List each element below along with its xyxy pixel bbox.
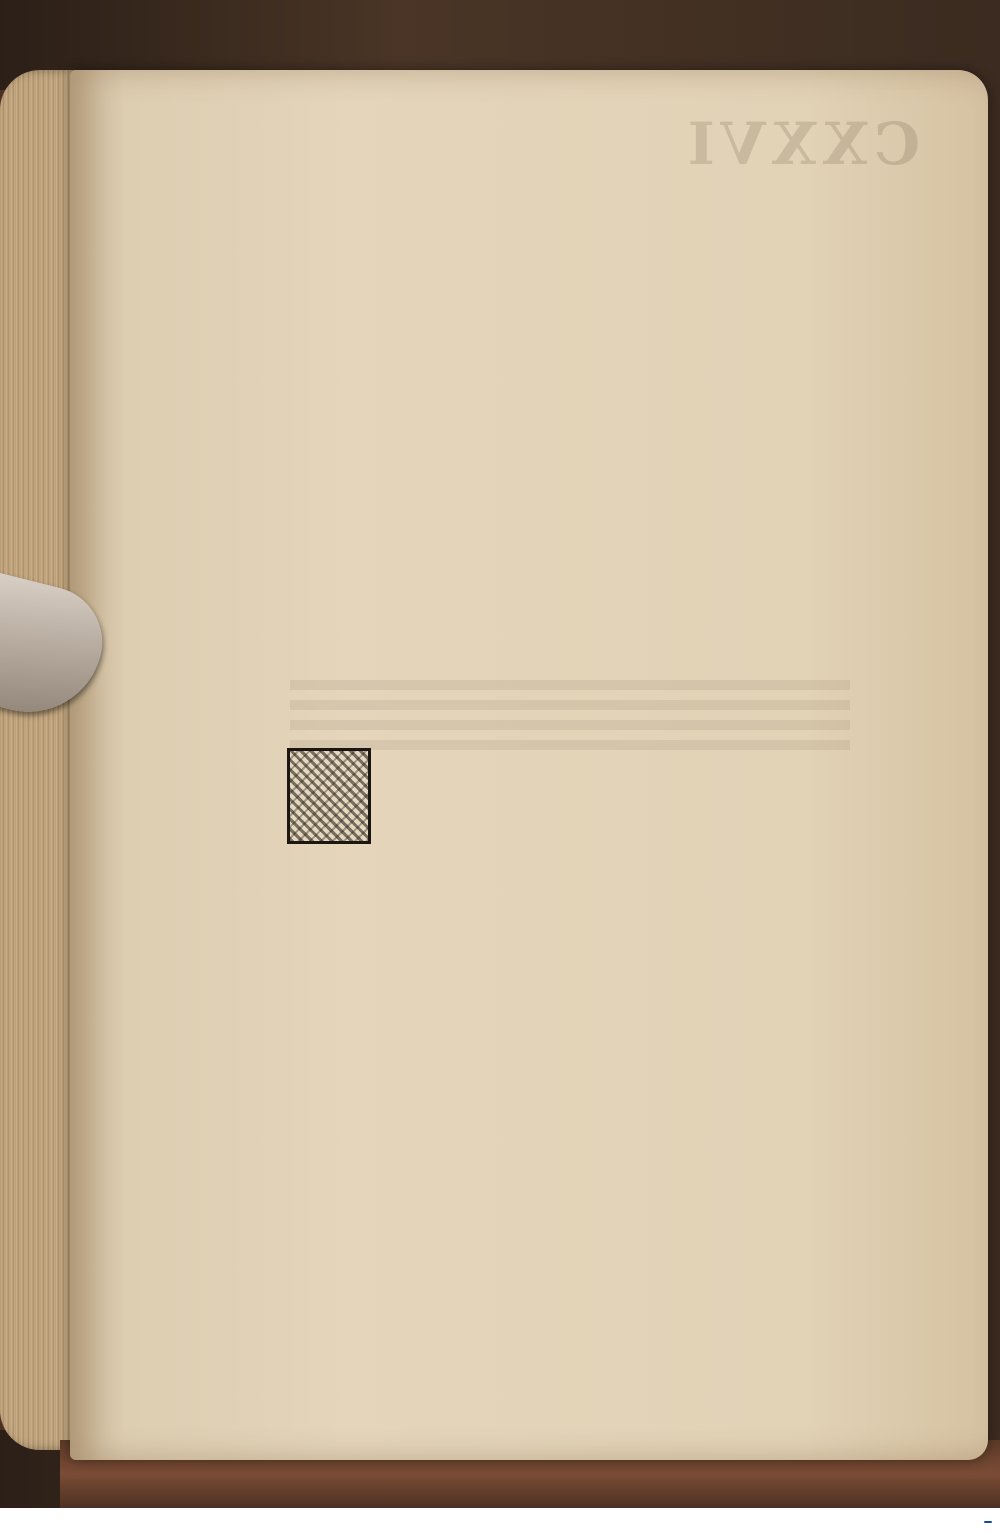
show-through-text: CXXVI — [681, 110, 920, 178]
footer-bar — [0, 1508, 1000, 1535]
decorated-initial — [287, 748, 371, 844]
book-page — [70, 70, 988, 1460]
show-through-lines — [290, 680, 850, 760]
dfg-logo-icon — [984, 1521, 992, 1523]
